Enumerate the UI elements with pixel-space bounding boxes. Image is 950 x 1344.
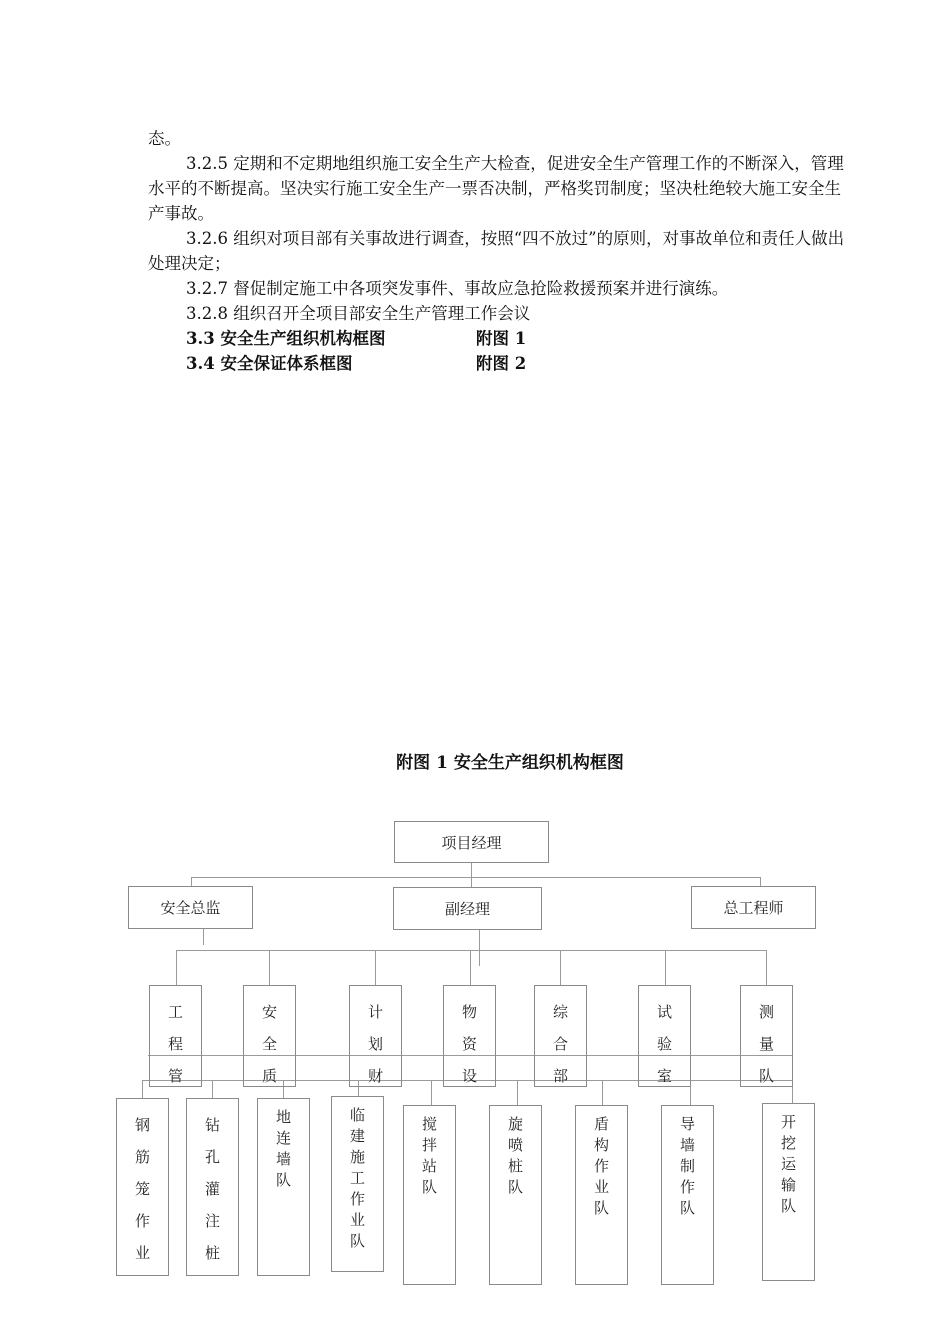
char: 队 <box>507 1178 523 1196</box>
char: 旋 <box>507 1115 523 1133</box>
box-label: 项目经理 <box>441 833 502 852</box>
connector-line <box>212 1080 213 1098</box>
paragraph-3-2-8: 3.2.8 组织召开全项目部安全生产管理工作会议 <box>186 304 531 323</box>
char: 笼 <box>134 1180 150 1198</box>
char: 作 <box>134 1212 150 1230</box>
team-box-guide-wall <box>661 1105 714 1285</box>
team-box-diaphragm-wall <box>257 1098 310 1276</box>
team-box-jet-grouting <box>489 1105 542 1285</box>
char: 队 <box>593 1199 609 1217</box>
char: 站 <box>421 1157 437 1175</box>
connector-line <box>142 1080 143 1098</box>
char: 临 <box>349 1106 365 1124</box>
connector-line <box>560 950 561 985</box>
char: 开 <box>780 1113 796 1131</box>
char: 地 <box>275 1108 291 1126</box>
char: 质 <box>261 1067 277 1085</box>
char: 输 <box>780 1176 796 1194</box>
char: 程 <box>167 1035 183 1053</box>
char: 队 <box>421 1178 437 1196</box>
team-box-shield-tunneling <box>575 1105 628 1285</box>
char: 桩 <box>204 1244 220 1262</box>
connector-line <box>176 950 177 985</box>
char: 设 <box>461 1067 477 1085</box>
char: 作 <box>593 1157 609 1175</box>
connector-line <box>471 862 472 887</box>
team-box-rebar-cage <box>116 1098 169 1276</box>
dept-box-general-affairs <box>534 985 587 1087</box>
char: 财 <box>367 1067 383 1085</box>
char: 业 <box>134 1244 150 1262</box>
connector-line <box>191 877 761 878</box>
char: 钢 <box>134 1116 150 1134</box>
chief-engineer-box <box>691 886 816 929</box>
char: 队 <box>780 1197 796 1215</box>
connector-line <box>375 950 376 985</box>
char: 室 <box>656 1067 672 1085</box>
char: 业 <box>349 1211 365 1229</box>
section-heading-3-4 <box>148 351 848 376</box>
team-box-bored-pile <box>186 1098 239 1276</box>
char: 盾 <box>593 1115 609 1133</box>
char: 拌 <box>421 1136 437 1154</box>
char: 钻 <box>204 1116 220 1134</box>
char: 搅 <box>421 1115 437 1133</box>
char: 灌 <box>204 1180 220 1198</box>
dept-box-safety-quality <box>243 985 296 1087</box>
char: 运 <box>780 1155 796 1173</box>
char: 综 <box>552 1003 568 1021</box>
paragraph-3-2-7: 3.2.7 督促制定施工中各项突发事件、事故应急抢险救援预案并进行演练。 <box>186 279 729 298</box>
char: 部 <box>552 1067 568 1085</box>
char: 合 <box>552 1035 568 1053</box>
char: 验 <box>656 1035 672 1053</box>
section-label: 3.3 安全生产组织机构框图 <box>186 329 386 348</box>
connector-line <box>203 928 204 945</box>
paragraph-3-2-6: 3.2.6 组织对项目部有关事故进行调查，按照“四不放过”的原则，对事故单位和责任人做出处理决定； <box>148 229 845 273</box>
section-ref: 附图 2 <box>476 354 527 373</box>
team-box-excavation-transport <box>762 1103 815 1281</box>
body-text <box>148 126 848 376</box>
connector-line <box>766 950 767 985</box>
box-label: 副经理 <box>444 900 490 918</box>
connector-line <box>602 1080 603 1105</box>
char: 施 <box>349 1148 365 1166</box>
box-label: 总工程师 <box>723 899 784 917</box>
char: 队 <box>275 1171 291 1189</box>
connector-line <box>517 1080 518 1105</box>
char: 连 <box>275 1129 291 1147</box>
team-box-mixing-station <box>403 1105 456 1285</box>
deputy-manager-box <box>393 887 542 930</box>
char: 孔 <box>204 1148 220 1166</box>
team-box-temporary-works <box>331 1096 384 1272</box>
connector-line <box>470 950 471 985</box>
char: 建 <box>349 1127 365 1145</box>
char: 工 <box>167 1003 183 1021</box>
char: 物 <box>461 1003 477 1021</box>
project-manager-box <box>394 821 549 863</box>
connector-line <box>431 1080 432 1105</box>
char: 资 <box>461 1035 477 1053</box>
box-label: 安全总监 <box>160 899 221 917</box>
char: 喷 <box>507 1136 523 1154</box>
char: 管 <box>167 1067 183 1085</box>
connector-line <box>479 930 480 966</box>
paragraph-3-2-5: 3.2.5 定期和不定期地组织施工安全生产大检查，促进安全生产管理工作的不断深入，管理水平的不断提高。坚决实行施工安全生产一票否决制，严格奖罚制度；坚决杜绝较大施工安全生产事故。 <box>148 154 844 223</box>
dept-box-planning-finance <box>349 985 402 1087</box>
dept-box-survey-team <box>740 985 793 1087</box>
section-label: 3.4 安全保证体系框图 <box>186 354 353 373</box>
char: 制 <box>679 1157 695 1175</box>
section-heading-3-3 <box>148 326 848 351</box>
char: 计 <box>367 1003 383 1021</box>
char: 筋 <box>134 1148 150 1166</box>
char: 墙 <box>679 1136 695 1154</box>
char: 作 <box>349 1190 365 1208</box>
char: 构 <box>593 1136 609 1154</box>
char: 作 <box>679 1178 695 1196</box>
char: 工 <box>349 1169 365 1187</box>
char: 导 <box>679 1115 695 1133</box>
connector-line <box>665 950 666 985</box>
connector-line <box>176 950 766 951</box>
char: 墙 <box>275 1150 291 1168</box>
safety-director-box <box>128 886 253 929</box>
connector-line <box>269 950 270 985</box>
char: 全 <box>261 1035 277 1053</box>
section-ref: 附图 1 <box>476 329 527 348</box>
char: 量 <box>758 1035 774 1053</box>
char: 挖 <box>780 1134 796 1152</box>
char: 桩 <box>507 1157 523 1175</box>
paragraph-continuation: 态。 <box>148 129 181 148</box>
dept-box-engineering <box>149 985 202 1087</box>
char: 队 <box>758 1067 774 1085</box>
dept-box-laboratory <box>638 985 691 1087</box>
char: 队 <box>349 1232 365 1250</box>
char: 划 <box>367 1035 383 1053</box>
char: 业 <box>593 1178 609 1196</box>
char: 注 <box>204 1212 220 1230</box>
char: 队 <box>679 1199 695 1217</box>
dept-box-materials-equipment <box>443 985 496 1087</box>
char: 测 <box>758 1003 774 1021</box>
char: 安 <box>261 1003 277 1021</box>
figure-title: 附图 1 安全生产组织机构框图 <box>396 753 624 773</box>
char: 试 <box>656 1003 672 1021</box>
